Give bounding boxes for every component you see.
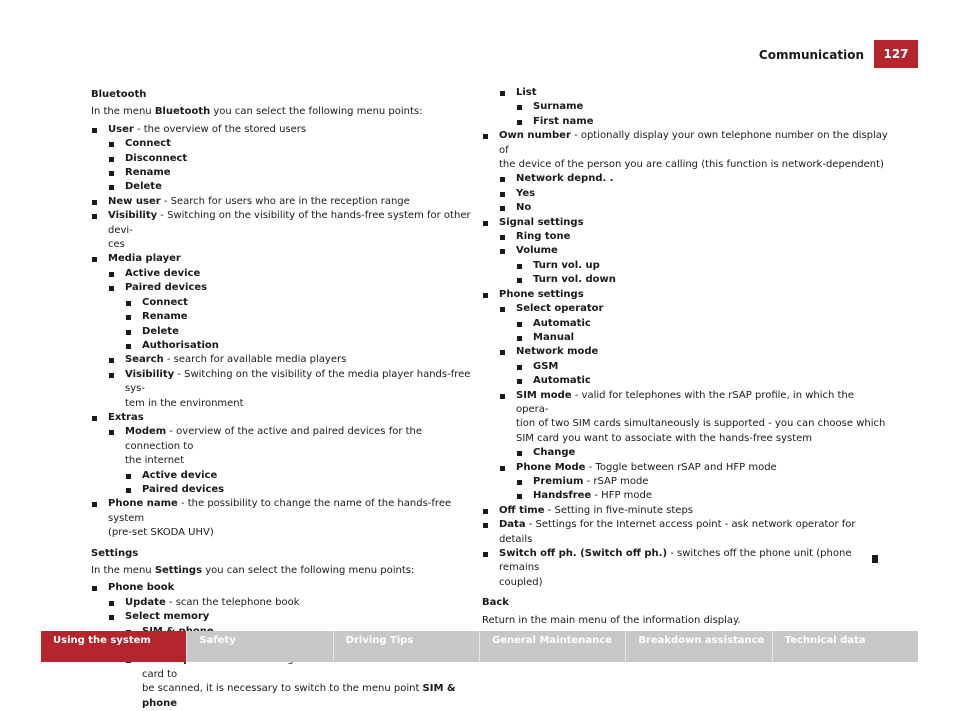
item-label: Select memory [125, 611, 210, 623]
intro-bold: Bluetooth [154, 106, 211, 118]
intro-text-end: you can select the following menu points: [202, 565, 415, 576]
list-item-user [91, 123, 476, 137]
section-end-icon [872, 555, 878, 563]
item-label: SIM mode [516, 389, 572, 401]
bullet-icon [483, 552, 488, 557]
item-label: Premium [533, 475, 584, 487]
intro-bold: Settings [154, 565, 203, 576]
bullet-icon [483, 293, 488, 298]
bullet-icon [517, 365, 522, 370]
list-item-signal-settings [482, 216, 889, 230]
list-item-turn-vol-up [516, 259, 889, 273]
item-label: Visibility [125, 368, 175, 380]
bullet-icon [500, 206, 505, 211]
item-label: Signal settings [499, 216, 584, 228]
list-item-off-time [482, 504, 889, 518]
list-item-network-depnd [499, 172, 889, 186]
item-label: Search [125, 354, 164, 366]
bullet-icon [92, 128, 97, 133]
bullet-icon [126, 344, 131, 349]
bullet-icon [500, 249, 505, 254]
item-desc-cont: ces [108, 239, 125, 251]
intro-text-end: you can select the following menu points: [210, 106, 423, 118]
bullet-icon [517, 451, 522, 456]
item-label: List [516, 87, 537, 98]
item-label: Manual [533, 331, 575, 343]
list-item-automatic [516, 317, 889, 331]
item-desc: - search for available media players [163, 354, 347, 366]
item-desc: card to [142, 668, 178, 680]
bullet-icon [92, 200, 97, 205]
list-item-change [516, 446, 889, 460]
list-item-gsm [516, 360, 889, 374]
list-item-ring-tone [499, 230, 889, 244]
item-label: Modem [125, 426, 167, 438]
list-item-phone-name [91, 497, 476, 540]
bullet-icon [517, 105, 522, 110]
tab-using-the-system[interactable]: Using the system [41, 631, 187, 662]
list-item-disconnect [108, 152, 476, 166]
bullet-icon [517, 379, 522, 384]
tab-safety[interactable]: Safety [187, 631, 333, 662]
item-label: Delete [142, 325, 179, 337]
item-desc-cont: coupled) [499, 576, 543, 588]
item-desc: - switches off the phone unit (phone remains [499, 548, 852, 574]
bullet-icon [92, 416, 97, 421]
list-item-modem-active-device [125, 469, 476, 483]
list-item-pd-connect [125, 296, 476, 310]
item-label: Active device [142, 469, 218, 481]
bullet-icon [109, 157, 114, 162]
list-item-list [499, 86, 889, 100]
bullet-icon [92, 502, 97, 507]
list-item-paired-devices [108, 281, 476, 295]
bullet-icon [483, 509, 488, 514]
list-item-pd-delete [125, 325, 476, 339]
list-item-mobile-phone [125, 653, 476, 711]
bullet-icon [126, 301, 131, 306]
bullet-icon [109, 615, 114, 620]
item-desc: - HFP mode [591, 490, 653, 502]
bullet-icon [92, 214, 97, 219]
bullet-icon [109, 373, 114, 378]
item-label: Connect [142, 296, 188, 308]
bullet-icon [500, 466, 505, 471]
item-desc-cont: tem in the environment [125, 397, 244, 409]
item-desc: - scan the telephone book [165, 596, 300, 608]
bullet-icon [483, 134, 488, 139]
list-item-premium [516, 475, 889, 489]
list-item-modem [108, 425, 476, 468]
item-desc: - the overview of the stored users [133, 123, 307, 135]
item-label: Delete [125, 181, 162, 193]
bullet-icon [517, 264, 522, 269]
item-desc: - the possibility to change the name of the hands-free system [108, 498, 452, 524]
list-item-search [108, 353, 476, 367]
list-item-switch-off [482, 547, 889, 590]
item-label: User [108, 123, 134, 135]
list-item-sim-mode [499, 389, 889, 447]
item-label: Off time [499, 504, 545, 516]
item-label: Own number [499, 130, 571, 142]
intro-text: In the menu [91, 565, 155, 576]
item-label: Visibility [108, 210, 158, 222]
list-item-yes [499, 187, 889, 201]
right-column [482, 86, 889, 628]
item-label: First name [533, 115, 594, 127]
item-label: Automatic [533, 375, 591, 387]
list-item-delete [108, 180, 476, 194]
list-item-active-device [108, 267, 476, 281]
chapter-tab-bar [41, 631, 918, 662]
item-label: Data [499, 519, 526, 531]
list-item-surname [516, 100, 889, 114]
bullet-icon [126, 474, 131, 479]
bullet-icon [517, 120, 522, 125]
list-item-first-name [516, 115, 889, 129]
bullet-icon [109, 272, 114, 277]
list-item-data [482, 518, 889, 547]
item-desc: - Switching on the visibility of the media player hands-free sys- [125, 368, 471, 395]
item-label: Turn vol. down [533, 274, 616, 286]
item-label: No [516, 202, 532, 214]
bullet-icon [109, 142, 114, 147]
tab-technical-data[interactable]: Technical data [784, 635, 866, 646]
item-desc-cont: be scanned, it is necessary to switch to the menu point [142, 683, 423, 695]
list-item-select-operator [499, 302, 889, 316]
item-label: Change [533, 447, 576, 459]
item-label: Switch off ph. (Switch off ph.) [499, 548, 668, 559]
list-item-connect [108, 137, 476, 151]
settings-intro [91, 564, 476, 578]
bullet-icon [109, 171, 114, 176]
item-desc-cont: the internet [125, 455, 185, 467]
item-label: Rename [142, 311, 188, 323]
bullet-icon [500, 235, 505, 240]
list-item-media-player [91, 252, 476, 266]
item-label: Connect [125, 138, 171, 150]
bullet-icon [500, 307, 505, 312]
item-label: Automatic [533, 317, 591, 329]
item-label: Network mode [516, 346, 599, 358]
list-item-visibility [91, 209, 476, 252]
heading-bluetooth: Bluetooth [91, 89, 147, 100]
item-label: Media player [108, 253, 181, 265]
left-column [91, 86, 476, 711]
list-item-phone-mode [499, 461, 889, 475]
item-label: Paired devices [142, 483, 225, 495]
item-desc-cont: the device of the person you are calling (this function is network-dependent) [499, 159, 884, 171]
tab-breakdown-assistance[interactable]: Breakdown assistance [626, 631, 772, 662]
bullet-icon [500, 192, 505, 197]
bullet-icon [517, 322, 522, 327]
bullet-icon [109, 185, 114, 190]
heading-back: Back [482, 597, 509, 609]
item-label: Phone settings [499, 288, 584, 300]
item-desc: - valid for telephones with the rSAP profile, in which the opera- [516, 389, 854, 415]
list-item-modem-paired-devices [125, 483, 476, 497]
bullet-icon [126, 315, 131, 320]
item-desc: - overview of the active and paired devices for the connection to [125, 426, 423, 452]
item-desc: - Setting in five-minute steps [544, 504, 694, 516]
list-item-handsfree [516, 489, 889, 503]
list-item-own-number [482, 129, 889, 172]
heading-settings: Settings [91, 547, 139, 559]
list-item-turn-vol-down [516, 273, 889, 287]
item-label: Rename [125, 167, 171, 179]
item-label: Volume [516, 245, 558, 257]
item-label: GSM [533, 360, 559, 372]
item-desc: - Settings for the Internet access point - ask network operator for details [499, 519, 856, 545]
item-desc: - Switching on the visibility of the hands-free system for other devi- [108, 210, 471, 236]
bullet-icon [500, 177, 505, 182]
bullet-icon [517, 494, 522, 499]
item-label: Phone Mode [516, 461, 586, 473]
bullet-icon [500, 394, 505, 399]
list-item-manual [516, 331, 889, 345]
list-item-select-memory [108, 610, 476, 624]
item-label: Phone name [108, 498, 178, 510]
item-desc-cont: tion of two SIM cards simultaneously is supported - you can choose which [516, 418, 886, 430]
item-label: Update [125, 596, 166, 608]
item-desc: - optionally display your own telephone number on the display of [499, 130, 888, 156]
tab-driving-tips[interactable]: Driving Tips [334, 631, 480, 662]
intro-text: In the menu [91, 106, 155, 118]
item-label: Active device [125, 267, 201, 279]
item-label: Yes [516, 187, 536, 199]
list-item-pd-authorisation [125, 339, 476, 353]
item-label: Select operator [516, 303, 604, 315]
item-label: Surname [533, 101, 584, 113]
item-label: Extras [108, 411, 144, 423]
item-label: New user [108, 195, 161, 207]
bullet-icon [109, 286, 114, 291]
item-label: Paired devices [125, 282, 208, 294]
list-item-rename [108, 166, 476, 180]
bullet-icon [517, 336, 522, 341]
bullet-icon [126, 330, 131, 335]
bullet-icon [126, 488, 131, 493]
bullet-icon [517, 480, 522, 485]
list-item-volume [499, 244, 889, 258]
bullet-icon [109, 430, 114, 435]
list-item-nm-automatic [516, 374, 889, 388]
list-item-new-user [91, 195, 476, 209]
item-label: Turn vol. up [533, 259, 600, 271]
list-item-network-mode [499, 345, 889, 359]
item-label: Authorisation [142, 339, 219, 351]
bullet-icon [92, 257, 97, 262]
bullet-icon [109, 358, 114, 363]
bullet-icon [483, 523, 488, 528]
page-section-title: Communication [758, 48, 864, 62]
list-item-update [108, 596, 476, 610]
list-item-pd-rename [125, 310, 476, 324]
item-desc: - Search for users who are in the reception range [160, 195, 410, 207]
list-item-phone-book [91, 581, 476, 595]
item-desc: - Toggle between rSAP and HFP mode [585, 461, 777, 473]
item-desc: - rSAP mode [583, 475, 649, 487]
item-label: Disconnect [125, 152, 188, 164]
back-description: Return in the main menu of the information display. [482, 614, 741, 626]
bullet-icon [517, 278, 522, 283]
item-desc-bold: SIM & phone [142, 683, 456, 709]
tab-general-maintenance[interactable]: General Maintenance [480, 631, 626, 662]
bluetooth-intro [91, 105, 476, 119]
list-item-phone-settings [482, 288, 889, 302]
item-label: Handsfree [533, 490, 592, 502]
item-desc-cont: (pre-set SKODA UHV) [108, 527, 214, 539]
list-item-extras [91, 411, 476, 425]
bullet-icon [92, 586, 97, 591]
list-item-mp-visibility [108, 368, 476, 411]
item-label: Phone book [108, 582, 175, 594]
bullet-icon [109, 601, 114, 606]
page-number: 127 [874, 40, 918, 68]
item-label: Ring tone [516, 231, 571, 243]
item-label: Network depnd. . [516, 173, 614, 185]
item-desc-cont: SIM card you want to associate with the hands-free system [516, 432, 813, 444]
bullet-icon [500, 91, 505, 96]
bullet-icon [500, 350, 505, 355]
bullet-icon [483, 221, 488, 226]
list-item-no [499, 201, 889, 215]
